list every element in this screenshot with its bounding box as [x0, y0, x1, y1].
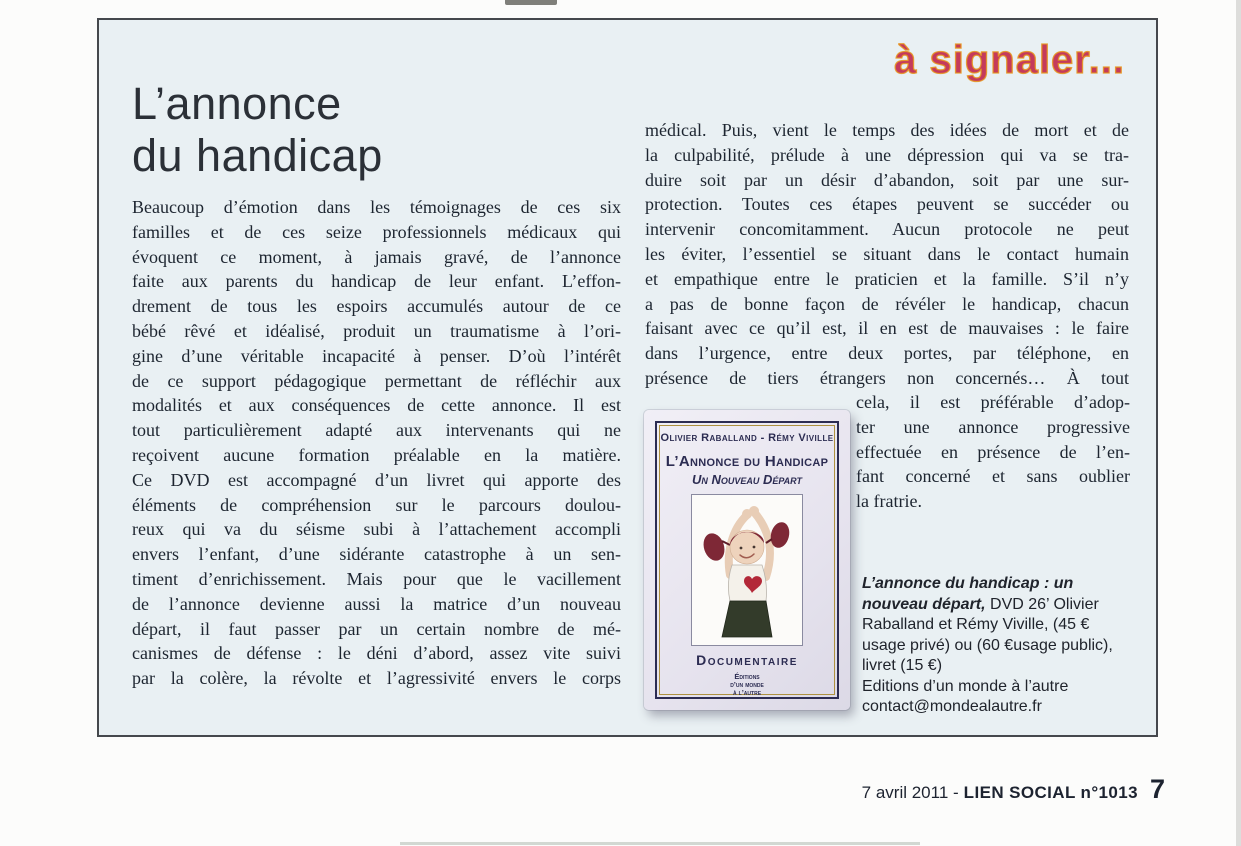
- caption-publisher: Editions d’un monde à l’autre: [862, 677, 1069, 695]
- scan-artifact-right-edge: [1236, 0, 1241, 846]
- text-line: médical. Puis, vient le temps des idées de mort et de: [645, 120, 1129, 140]
- text-line: intervenir concomitamment. Aucun protocole ne peut: [645, 219, 1129, 240]
- dvd-cover: [644, 410, 850, 710]
- text-line: reux qui va du séisme subi à l’attachement accompli: [132, 519, 621, 540]
- text-line: faite aux parents du handicap de leur enfant. L’effon-: [132, 271, 621, 292]
- text-line: évoquent ce moment, à jamais gravé, de l’annonce: [132, 246, 621, 267]
- text-line: par la colère, la révolte et l’agressivité envers le corps: [132, 668, 621, 689]
- text-line: protection. Toutes ces étapes peuvent se succéder ou: [645, 194, 1129, 215]
- scan-artifact-top: [505, 0, 557, 5]
- text-line: départ, il faut passer par un certain nombre de mé-: [132, 618, 621, 639]
- dvd-publisher-logo: [730, 673, 764, 699]
- text-line: canismes de défense : le déni d’abord, assez vite suivi: [132, 643, 621, 664]
- text-line: duire soit par un désir d’abandon, soit par une sur-: [645, 169, 1129, 190]
- page-number: 7: [1149, 774, 1165, 804]
- wrap-column-text: [856, 390, 1130, 514]
- girl-illustration: [691, 494, 803, 646]
- caption-details: DVD 26’ Olivier Raballand et Rémy Viville, (45 € usage privé) ou (60 €usage public), livret (15 €): [862, 595, 1113, 674]
- publisher-line: d’un monde: [730, 680, 764, 689]
- text-line: bébé rêvé et idéalisé, produit un traumatisme à l’ori-: [132, 320, 621, 341]
- text-line: drement de tous les espoirs accumulés autour de ce: [132, 296, 621, 317]
- text-line: et empathique entre le praticien et la famille. S’il n’y: [645, 268, 1129, 289]
- text-line: Beaucoup d’émotion dans les témoignages de ces six: [132, 197, 621, 217]
- text-line: reçoivent aucune formation préalable en la matière.: [132, 444, 621, 465]
- scan-artifact-bottom: [400, 842, 920, 845]
- left-column-text: [132, 195, 621, 691]
- article-title: [132, 78, 383, 182]
- text-line: ter une annonce progressive: [856, 416, 1130, 437]
- text-line: timent d’enrichissement. Mais pour que le vacillement: [132, 568, 621, 589]
- text-line: envers l’enfant, d’une sidérante catastrophe à un sen-: [132, 544, 621, 565]
- title-line: du handicap: [132, 130, 383, 181]
- text-line: effectuée en présence de l’en-: [856, 441, 1130, 462]
- right-column-text: [645, 118, 1129, 391]
- text-line: éléments de compréhension sur le parcours doulou-: [132, 494, 621, 515]
- caption-title: L’annonce du handicap : un nouveau départ,: [862, 575, 1074, 613]
- title-line: L’annonce: [132, 78, 342, 129]
- page-footer: [862, 774, 1165, 805]
- publisher-line: à l’autre: [732, 688, 762, 697]
- text-line: la fratrie.: [856, 491, 922, 512]
- girl-illustration-svg: [692, 495, 802, 645]
- text-line: la culpabilité, prélude à une dépression qui va se tra-: [645, 144, 1129, 165]
- text-line: a pas de bonne façon de révéler le handicap, chacun: [645, 293, 1129, 314]
- text-line: fant concerné et sans oublier: [856, 466, 1130, 487]
- dvd-authors: Olivier Raballand - Rémy Viville: [660, 432, 834, 444]
- publisher-line: Éditions: [734, 672, 760, 681]
- section-label: à signaler...: [894, 38, 1125, 82]
- text-line: cela, il est préférable d’adop-: [856, 392, 1130, 412]
- text-line: de ce support pédagogique permettant de réfléchir aux: [132, 370, 621, 391]
- dvd-genre: Documentaire: [696, 652, 798, 668]
- text-line: tout particulièrement adapté aux intervenants qui ne: [132, 420, 621, 441]
- text-line: de l’annonce devienne aussi la matrice d’un nouveau: [132, 593, 621, 614]
- caption-email: contact@mondealautre.fr: [862, 698, 1042, 715]
- text-line: les éviter, l’essentiel se situant dans le contact humain: [645, 243, 1129, 264]
- footer-magazine: LIEN SOCIAL n°1013: [963, 783, 1138, 802]
- photo-caption: [862, 574, 1132, 718]
- text-line: dans l’urgence, entre deux portes, par téléphone, en: [645, 343, 1129, 364]
- footer-date: 7 avril 2011 -: [861, 783, 959, 802]
- dvd-cover-frame: [655, 421, 839, 699]
- text-line: modalités et aux conséquences de cette annonce. Il est: [132, 395, 621, 416]
- text-line: gine d’une véritable incapacité à penser. D’où l’intérêt: [132, 345, 621, 366]
- text-line: présence de tiers étrangers non concernés… À tout: [645, 367, 1129, 388]
- text-line: faisant avec ce qu’il est, il en est de mauvaises : le faire: [645, 318, 1129, 339]
- text-line: Ce DVD est accompagné d’un livret qui apporte des: [132, 469, 621, 490]
- dvd-subtitle: Un Nouveau Départ: [691, 472, 803, 487]
- dvd-cover-inner-frame: [659, 425, 835, 695]
- text-line: familles et de ces seize professionnels médicaux qui: [132, 221, 621, 242]
- dvd-title: L’Annonce du Handicap: [665, 453, 829, 470]
- article-panel: [97, 18, 1158, 737]
